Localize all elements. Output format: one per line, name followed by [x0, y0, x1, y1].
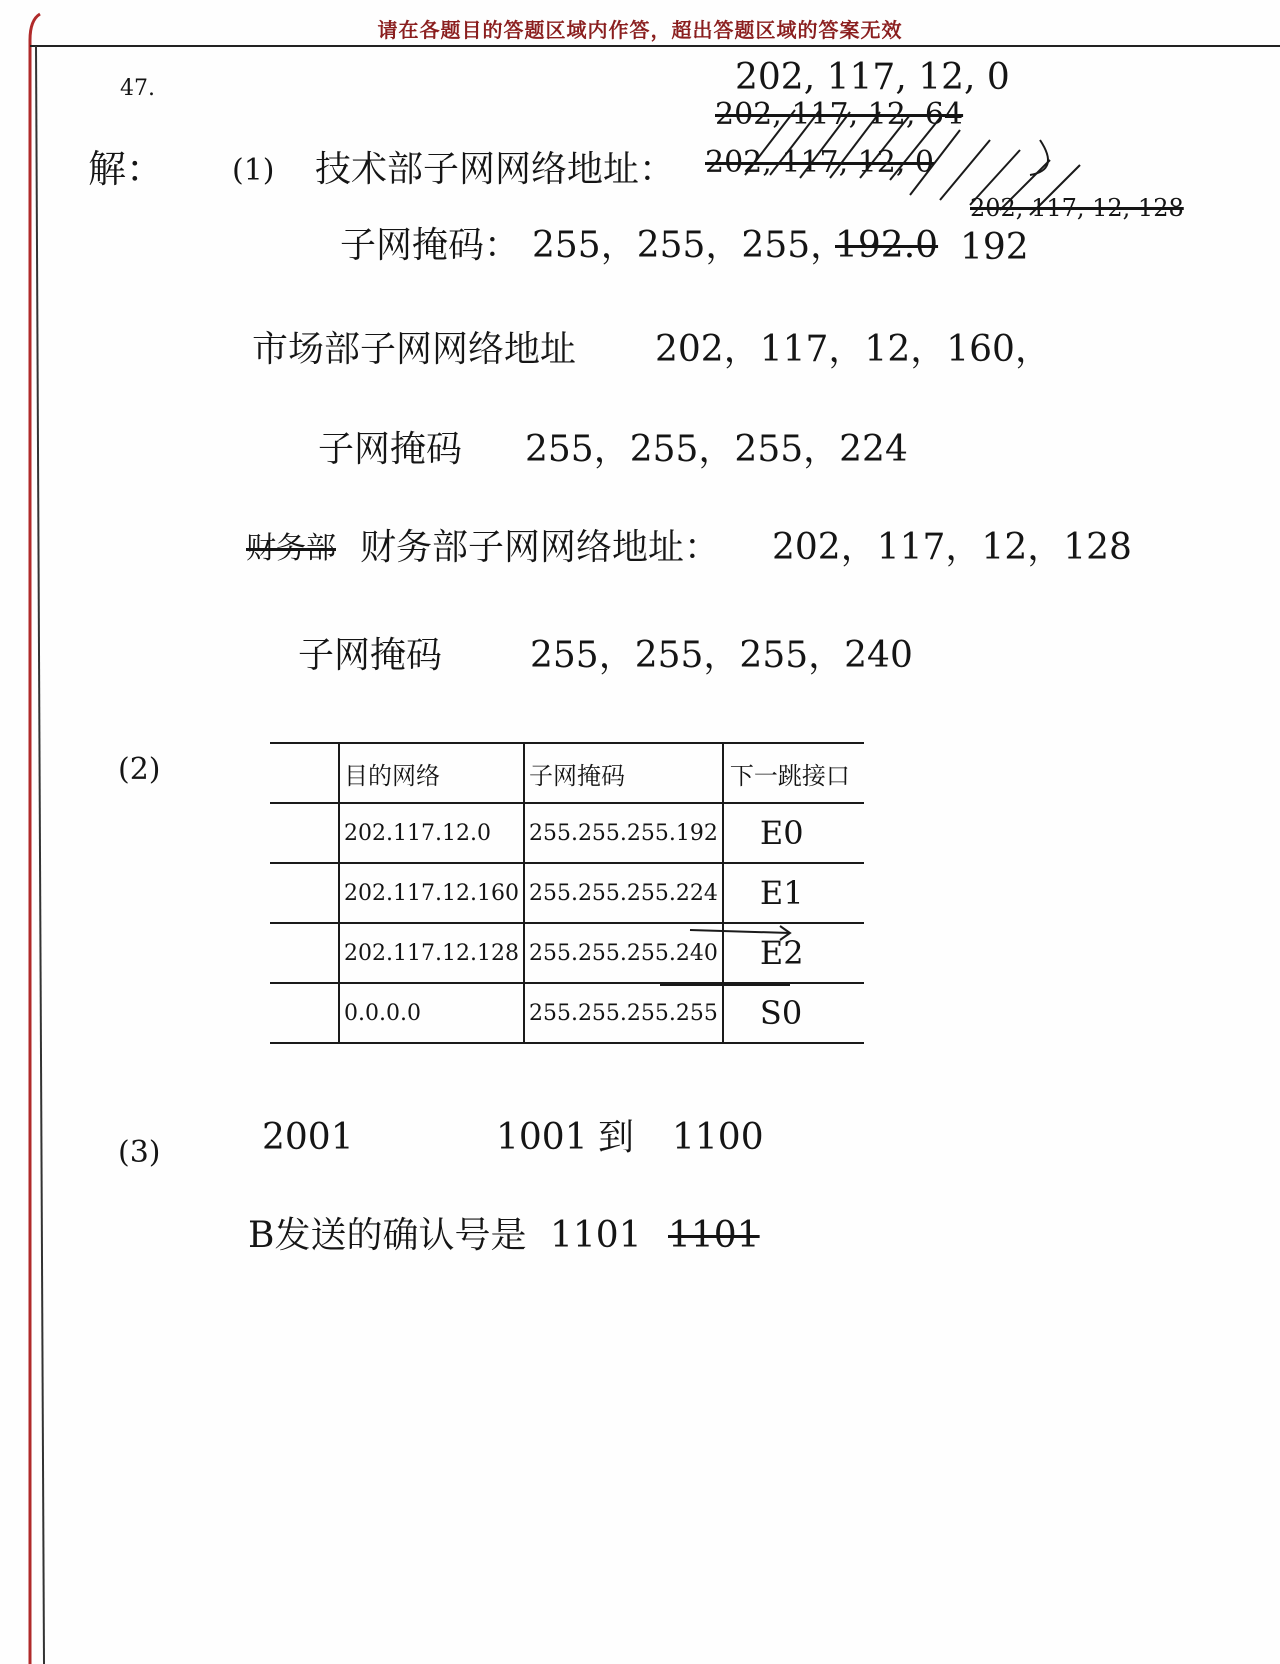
- table-cell: [270, 863, 339, 923]
- table-cell: 255.255.255.224: [524, 863, 723, 923]
- ack-value: 1101: [550, 1215, 642, 1256]
- table-cell: E2: [723, 923, 864, 983]
- finance-struck-label: 财务部: [246, 531, 336, 566]
- table-header-cell: 目的网络: [339, 743, 524, 803]
- inner-left-border: [36, 46, 44, 1664]
- market-mask-value: 255，255，255，224: [525, 429, 908, 470]
- market-subnet-label: 市场部子网网络地址: [252, 329, 577, 370]
- ack-struck-value: 1101: [668, 1215, 760, 1256]
- table-cell: [270, 923, 339, 983]
- question-number: 47.: [120, 76, 155, 101]
- finance-mask-value: 255，255，255，240: [530, 635, 913, 676]
- table-row: [270, 983, 864, 1043]
- market-mask-label: 子网掩码: [318, 429, 463, 470]
- table-cell: 0.0.0.0: [339, 983, 524, 1043]
- market-subnet-address: 202，117，12，160，: [655, 329, 1051, 370]
- finance-mask-label: 子网掩码: [298, 635, 443, 676]
- table-header-row: [270, 743, 864, 803]
- tech-mask-struck: 192.0: [835, 225, 939, 266]
- part1-label: (1): [232, 153, 275, 188]
- tech-subnet-address: 202, 117, 12, 0: [735, 57, 1010, 98]
- table-row: [270, 803, 864, 863]
- table-row: [270, 863, 864, 923]
- table-cell: 255.255.255.240: [524, 923, 723, 983]
- table-cell: E1: [723, 863, 864, 923]
- table-cell: [270, 803, 339, 863]
- part3-range-start: 1001: [496, 1117, 588, 1158]
- solution-lead: 解：: [88, 147, 165, 191]
- table-cell: 202.117.12.128: [339, 923, 524, 983]
- tech-struck-address-2: 202, 117, 12, 0: [705, 145, 934, 180]
- table-header-cell: 下一跳接口: [723, 743, 864, 803]
- table-cell: 255.255.255.192: [524, 803, 723, 863]
- table-row: [270, 923, 864, 983]
- answer-area-notice: 请在各题目的答题区域内作答，超出答题区域的答案无效: [377, 18, 903, 42]
- tech-mask-label: 子网掩码：: [340, 225, 521, 266]
- part3-range-word: 到: [598, 1117, 635, 1158]
- tech-mask-prefix: 255，255，255，: [532, 225, 847, 266]
- tech-struck-address-1: 202, 117, 12, 64: [715, 97, 964, 132]
- table-cell: E0: [723, 803, 864, 863]
- part3-label: (3): [118, 1135, 161, 1170]
- part3-range-end: 1100: [672, 1117, 764, 1158]
- table-cell: 202.117.12.0: [339, 803, 524, 863]
- ack-label: B发送的确认号是: [248, 1215, 527, 1256]
- routing-table: [270, 742, 864, 1044]
- table-cell: S0: [723, 983, 864, 1043]
- tech-mask-value: 192: [960, 227, 1029, 268]
- table-cell: [270, 983, 339, 1043]
- table-cell: [270, 743, 339, 803]
- tech-struck-address-3: 202, 117, 12, 128: [970, 194, 1184, 222]
- part3-value-a: 2001: [262, 1117, 354, 1158]
- table-cell: 202.117.12.160: [339, 863, 524, 923]
- finance-subnet-label: 财务部子网网络地址：: [360, 527, 721, 568]
- left-margin-line: [30, 14, 40, 1664]
- finance-subnet-address: 202，117，12，128: [772, 527, 1132, 568]
- tech-subnet-label: 技术部子网网络地址：: [315, 149, 676, 190]
- table-cell: 255.255.255.255: [524, 983, 723, 1043]
- part2-label: (2): [118, 752, 161, 787]
- table-header-cell: 子网掩码: [524, 743, 723, 803]
